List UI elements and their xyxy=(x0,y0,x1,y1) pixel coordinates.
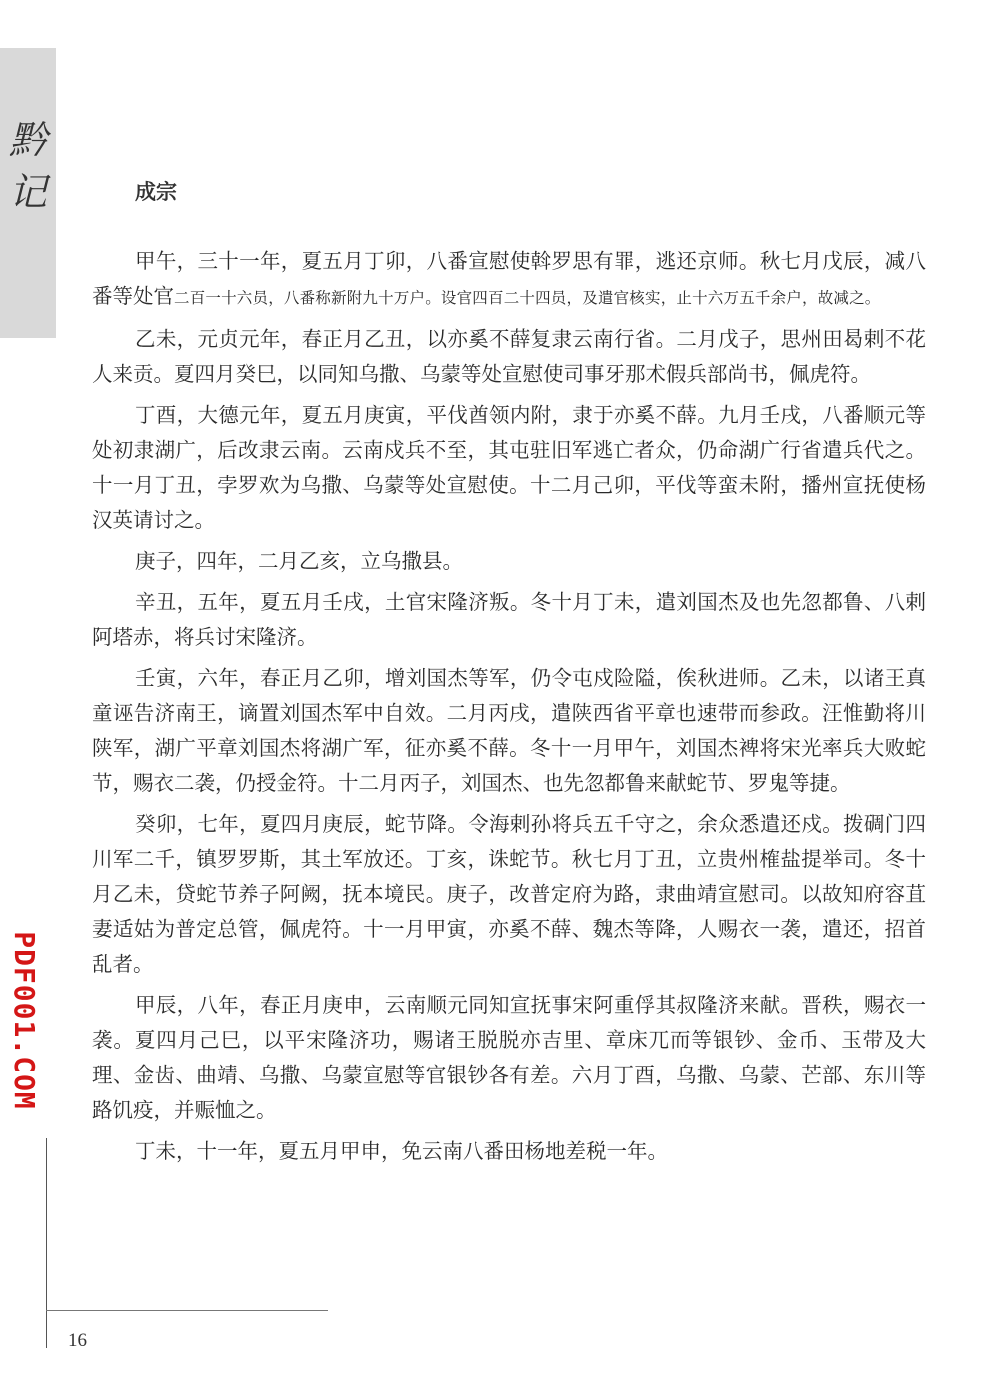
paragraph-5: 辛丑，五年，夏五月壬戌，土官宋隆济叛。冬十月丁未，遣刘国杰及也先忽都鲁、八剌阿塔赤，将兵讨宋隆济。 xyxy=(92,590,926,649)
section-title: 成宗 xyxy=(135,180,177,204)
side-tab-title: 黔记 xyxy=(8,118,47,214)
paragraph-3: 丁酉，大德元年，夏五月庚寅，平伐酋领内附，隶于亦奚不薛。九月壬戌，八番顺元等处初隶湖广，后改隶云南。云南戍兵不至，其屯驻旧军逃亡者众，仍命湖广行省遣兵代之。十一月丁丑，孛罗欢为乌撒、乌蒙等处宣慰使。十二月己卯，平伐等蛮未附，播州宣抚使杨汉英请讨之。 xyxy=(92,403,926,532)
document-body xyxy=(92,244,926,1175)
paragraph-2: 乙未，元贞元年，春正月乙丑，以亦奚不薛复隶云南行省。二月戊子，思州田曷剌不花人来贡。夏四月癸巳，以同知乌撒、乌蒙等处宣慰使司事牙那术假兵部尚书，佩虎符。 xyxy=(92,327,926,386)
margin-vertical-rule xyxy=(46,1138,47,1348)
paragraph-4: 庚子，四年，二月乙亥，立乌撒县。 xyxy=(135,549,463,573)
paragraph-8: 甲辰，八年，春正月庚申，云南顺元同知宣抚事宋阿重俘其叔隆济来献。晋秩，赐衣一袭。夏四月己巳，以平宋隆济功，赐诸王脱脱亦吉里、章床兀而等银钞、金币、玉带及大理、金齿、曲靖、乌撒、乌蒙宣慰等官银钞各有差。六月丁酉，乌撒、乌蒙、芒部、东川等路饥疫，并赈恤之。 xyxy=(92,993,926,1122)
paragraph-9: 丁未，十一年，夏五月甲申，免云南八番田杨地差税一年。 xyxy=(135,1139,668,1163)
footer-rule xyxy=(46,1310,328,1311)
watermark-text: PDF001.COM xyxy=(7,930,41,1110)
watermark xyxy=(4,920,44,1120)
side-tab xyxy=(0,48,56,338)
page-number: 16 xyxy=(68,1330,87,1351)
paragraph-1-text: 甲午，三十一年，夏五月丁卯，八番宣慰使斡罗思有罪，逃还京师。秋七月戊辰，减八番等处官 xyxy=(92,249,926,308)
paragraph-6: 壬寅，六年，春正月乙卯，增刘国杰等军，仍令屯戍险隘，俟秋进师。乙未，以诸王真童诬告济南王，谪置刘国杰军中自效。二月丙戌，遣陕西省平章也速带而参政。汪惟勤将川陕军，湖广平章刘国杰将湖广军，征亦奚不薛。冬十一月甲午，刘国杰裨将宋光率兵大败蛇节，赐衣二袭，仍授金符。十二月丙子，刘国杰、也先忽都鲁来献蛇节、罗鬼等捷。 xyxy=(92,666,926,795)
paragraph-1 xyxy=(92,244,926,316)
paragraph-7: 癸卯，七年，夏四月庚辰，蛇节降。令海剌孙将兵五千守之，余众悉遣还戍。拨碉门四川军二千，镇罗罗斯，其土军放还。丁亥，诛蛇节。秋七月丁丑，立贵州榷盐提举司。冬十月乙未，贷蛇节养子阿阙，抚本境民。庚子，改普定府为路，隶曲靖宣慰司。以故知府容苴妻适姑为普定总管，佩虎符。十一月甲寅，亦奚不薛、魏杰等降，人赐衣一袭，遣还，招首乱者。 xyxy=(92,812,926,976)
paragraph-1-note: 二百一十六员，八番称新附九十万户。设官四百二十四员，及遣官核实，止十六万五千余户，故减之。 xyxy=(174,289,881,307)
